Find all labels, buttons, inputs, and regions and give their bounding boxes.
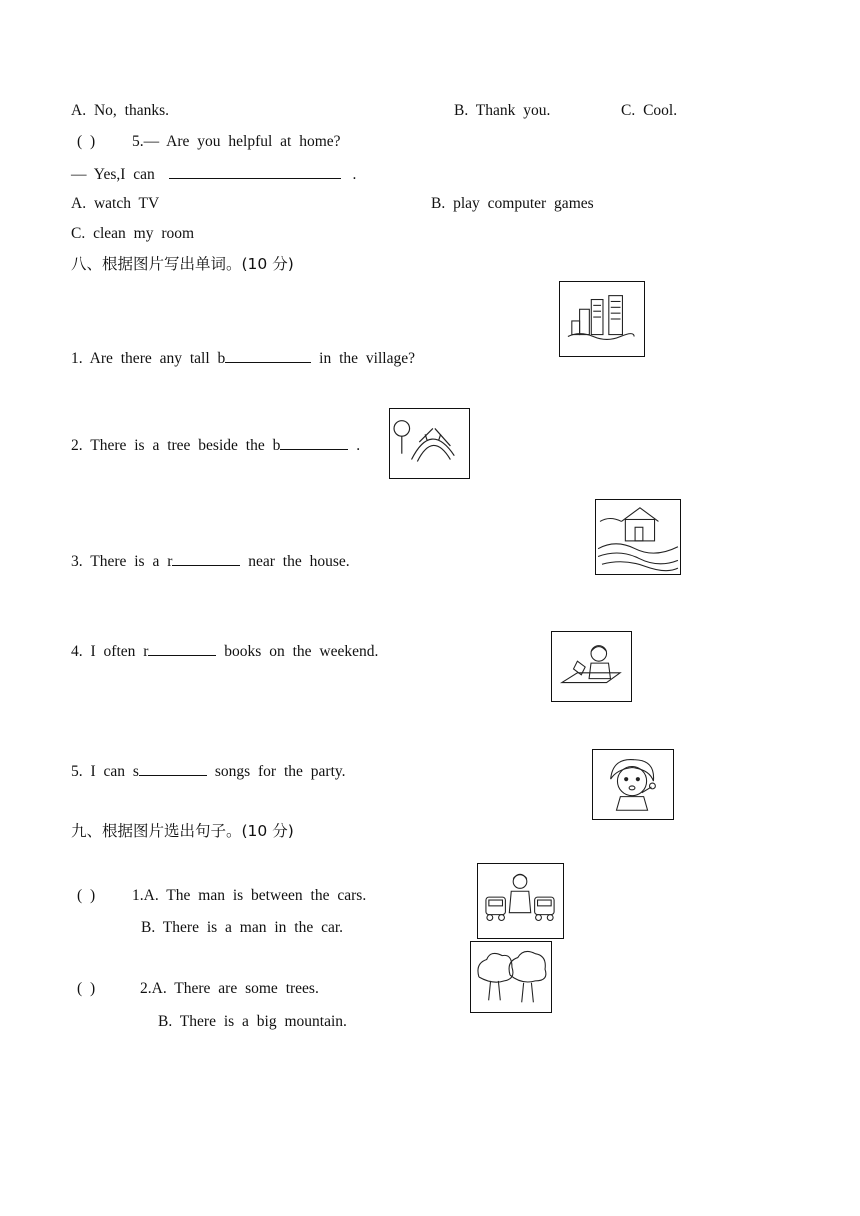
s8-item-1-after: in the village?	[319, 350, 415, 367]
s8-item-2-before: 2. There is a tree beside the b	[71, 437, 281, 454]
q4-option-c: C. Cool.	[621, 102, 678, 119]
river-house-icon	[595, 499, 681, 575]
s9-item-2-paren[interactable]: ( )	[77, 980, 96, 997]
s8-item-1-before: 1. Are there any tall b	[71, 350, 226, 367]
s9-item-2-option-a: 2.A. There are some trees.	[140, 980, 319, 997]
q5-question: 5.— Are you helpful at home?	[132, 133, 341, 150]
s8-item-3	[71, 551, 350, 572]
q5-option-a: A. watch TV	[71, 195, 160, 212]
s9-item-1-option-a: 1.A. The man is between the cars.	[132, 887, 367, 904]
s9-item-1-paren[interactable]: ( )	[77, 887, 96, 904]
q5-answer-prefix: — Yes,I can	[71, 166, 155, 183]
trees-icon	[470, 941, 552, 1013]
q5-paren[interactable]: ( )	[77, 133, 96, 150]
q5-answer-blank[interactable]	[169, 164, 341, 179]
s9-item-1-option-b: B. There is a man in the car.	[141, 919, 344, 936]
s8-item-4-after: books on the weekend.	[224, 643, 379, 660]
s9-item-2-option-b: B. There is a big mountain.	[158, 1013, 347, 1030]
s8-item-3-blank[interactable]	[172, 551, 240, 566]
s8-item-3-after: near the house.	[248, 553, 350, 570]
s8-item-4	[71, 641, 378, 662]
man-cars-icon	[477, 863, 564, 939]
s8-item-5-blank[interactable]	[139, 761, 207, 776]
s8-item-2-blank[interactable]	[280, 435, 348, 450]
buildings-icon	[559, 281, 645, 357]
section9-heading: 九、根据图片选出句子。(10 分)	[71, 822, 294, 840]
s8-item-5-before: 5. I can s	[71, 763, 139, 780]
q5-option-b: B. play computer games	[431, 195, 594, 212]
s8-item-1-blank[interactable]	[225, 348, 311, 363]
s8-item-4-blank[interactable]	[148, 641, 216, 656]
s8-item-4-before: 4. I often r	[71, 643, 149, 660]
q5-answer-line	[71, 164, 356, 185]
s8-item-3-before: 3. There is a r	[71, 553, 173, 570]
s8-item-2-after: .	[356, 437, 361, 454]
q4-option-a: A. No, thanks.	[71, 102, 169, 119]
q5-answer-suffix: .	[352, 166, 357, 183]
section8-heading: 八、根据图片写出单词。(10 分)	[71, 255, 294, 273]
q4-option-b: B. Thank you.	[454, 102, 551, 119]
singing-girl-icon	[592, 749, 674, 820]
s8-item-5	[71, 761, 346, 782]
s8-item-5-after: songs for the party.	[214, 763, 346, 780]
reading-boy-icon	[551, 631, 632, 702]
s8-item-1	[71, 348, 415, 369]
s8-item-2	[71, 435, 360, 456]
q5-option-c: C. clean my room	[71, 225, 195, 242]
bridge-icon	[389, 408, 470, 479]
